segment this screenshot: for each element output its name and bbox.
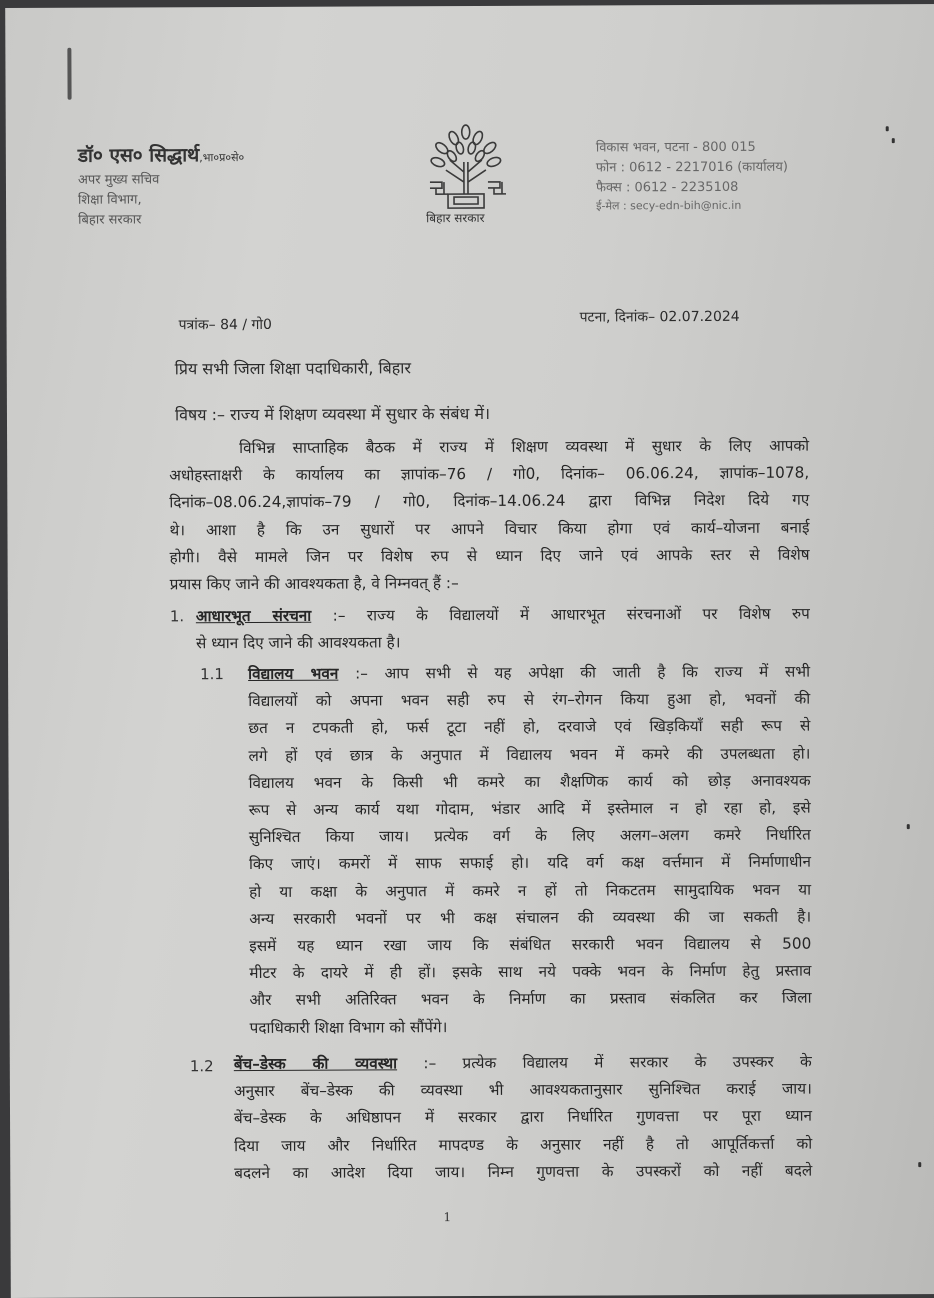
salutation: प्रिय सभी जिला शिक्षा पदाधिकारी, बिहार bbox=[174, 358, 412, 379]
office-fax: फैक्स : 0612 - 2235108 bbox=[595, 179, 739, 196]
intro-paragraph: विभिन्न साप्ताहिक बैठक में राज्य में शिक्षण व्यवस्था में सुधार के लिए आपको अधोहस्ताक्षरी के कार्यालय का ज्ञापांक–76 / गो0, दिनांक– 06.06.24, ज्ञापांक–1078, दिनांक–08.06.24,ज्ञापांक–79 / गो0, दिनांक–14.06.24 द्वारा विभिन्न निदेश दिये गए थे। आशा है कि उन सुधारों पर आपने विचार किया होगा एवं कार्य–योजना बनाई होगी। वैसे मामले जिन पर विशेष रुप से ध्यान दिए जाने एवं आपके स्तर से विशेष प्रयास किए जाने की आवश्यकता है, वे निम्नवत् हैं :– bbox=[169, 436, 810, 594]
office-phone: फोन : 0612 - 2217016 (कार्यालय) bbox=[595, 159, 789, 176]
section-1-infrastructure: आधारभूत संरचना :– राज्य के विद्यालयों में आधारभूत संरचनाओं पर विशेष रुप से ध्यान दिए जाने की आवश्यकता है। bbox=[195, 604, 810, 653]
letter-date: पटना, दिनांक– 02.07.2024 bbox=[579, 308, 740, 326]
office-address: विकास भवन, पटना - 800 015 bbox=[595, 139, 756, 156]
office-email: ई-मेल : secy-edn-bih@nic.in bbox=[596, 198, 742, 213]
dust-speck bbox=[892, 138, 895, 143]
page-number: 1 bbox=[443, 1210, 452, 1225]
dust-speck bbox=[886, 126, 889, 131]
letter-number: पत्रांक– 84 / गो0 bbox=[178, 316, 272, 334]
subsection-heading: बेंच–डेस्क की व्यवस्था bbox=[233, 1054, 398, 1074]
sender-name: डॉ० एस० सिद्धार्थ,भा०प्र०से० bbox=[77, 144, 245, 167]
dust-speck bbox=[918, 1162, 921, 1167]
subsection-number: 1.1 bbox=[200, 665, 224, 684]
staple-mark bbox=[67, 48, 71, 100]
subsection-1-1-school-building: विद्यालय भवन :– आप सभी से यह अपेक्षा की जाती है कि राज्य में सभी विद्यालयों को अपना भवन सही रुप से रंग–रोगन किया हुआ हो, भवनों की छत न टपकती हो, फर्स टूटा नहीं हो, दरवाजे एवं खिड़कियाँ सही रूप से लगे हों एवं छात्र के अनुपात में विद्यालय भवन में कमरे की उपलब्धता हो। विद्यालय भवन के किसी भी कमरे का शैक्षणिक कार्य को छोड़ अनावश्यक रूप से अन्य कार्य यथा गोदाम, भंडार आदि में इस्तेमाल न हो रहा हो, इसे सुनिश्चित किया जाय। प्रत्येक वर्ग के लिए अलग–अलग कमरे निर्धारित किए जाएं। कमरों में साफ सफाई हो। यदि वर्ग कक्ष वर्त्तमान में निर्माणाधीन हो या कक्षा के अनुपात में कमरे न हों तो निकटतम सामुदायिक भवन या अन्य सरकारी भवनों पर भी कक्ष संचालन की व्यवस्था की जा सकती है। इसमें यह ध्यान रखा जाय कि संबंधित सरकारी भवन विद्यालय से 500 मीटर के दायरे में ही हों। इसके साथ नये पक्के भवन के निर्माण हेतु प्रस्ताव और सभी अतिरिक्त भवन के निर्माण का प्रस्ताव संकलित कर जिला पदाधिकारी शिक्षा विभाग को सौंपेंगे। bbox=[248, 662, 812, 1037]
letter-page bbox=[5, 4, 934, 1298]
sender-department: शिक्षा विभाग, bbox=[77, 192, 142, 208]
subsection-heading: विद्यालय भवन bbox=[248, 664, 339, 684]
section-heading: आधारभूत संरचना bbox=[195, 606, 312, 626]
dust-speck bbox=[907, 824, 910, 829]
sender-government: बिहार सरकार bbox=[78, 212, 142, 228]
emblem-label: बिहार सरकार bbox=[426, 210, 485, 226]
section-number: 1. bbox=[169, 607, 185, 626]
subsection-1-2-bench-desk: बेंच–डेस्क की व्यवस्था :– प्रत्येक विद्यालय में सरकार के उपस्कर के अनुसार बेंच–डेस्क की व्यवस्था भी आवश्यकतानुसार सुनिश्चित कराई जाय। बेंच–डेस्क के अधिष्ठापन में सरकार द्वारा निर्धारित गुणवत्ता पर पूरा ध्यान दिया जाय और निर्धारित मापदण्ड के अनुसार नहीं है तो आपूर्तिकर्त्ता को बदलने का आदेश दिया जाय। निम्न गुणवत्ता के उपस्करों को नहीं बदले bbox=[233, 1052, 813, 1182]
sender-service-suffix: ,भा०प्र०से० bbox=[199, 151, 245, 165]
subject-line: विषय :– राज्य में शिक्षण व्यवस्था में सुधार के संबंध में। bbox=[174, 403, 491, 425]
sender-designation: अपर मुख्य सचिव bbox=[77, 172, 160, 188]
subsection-number: 1.2 bbox=[189, 1057, 214, 1076]
